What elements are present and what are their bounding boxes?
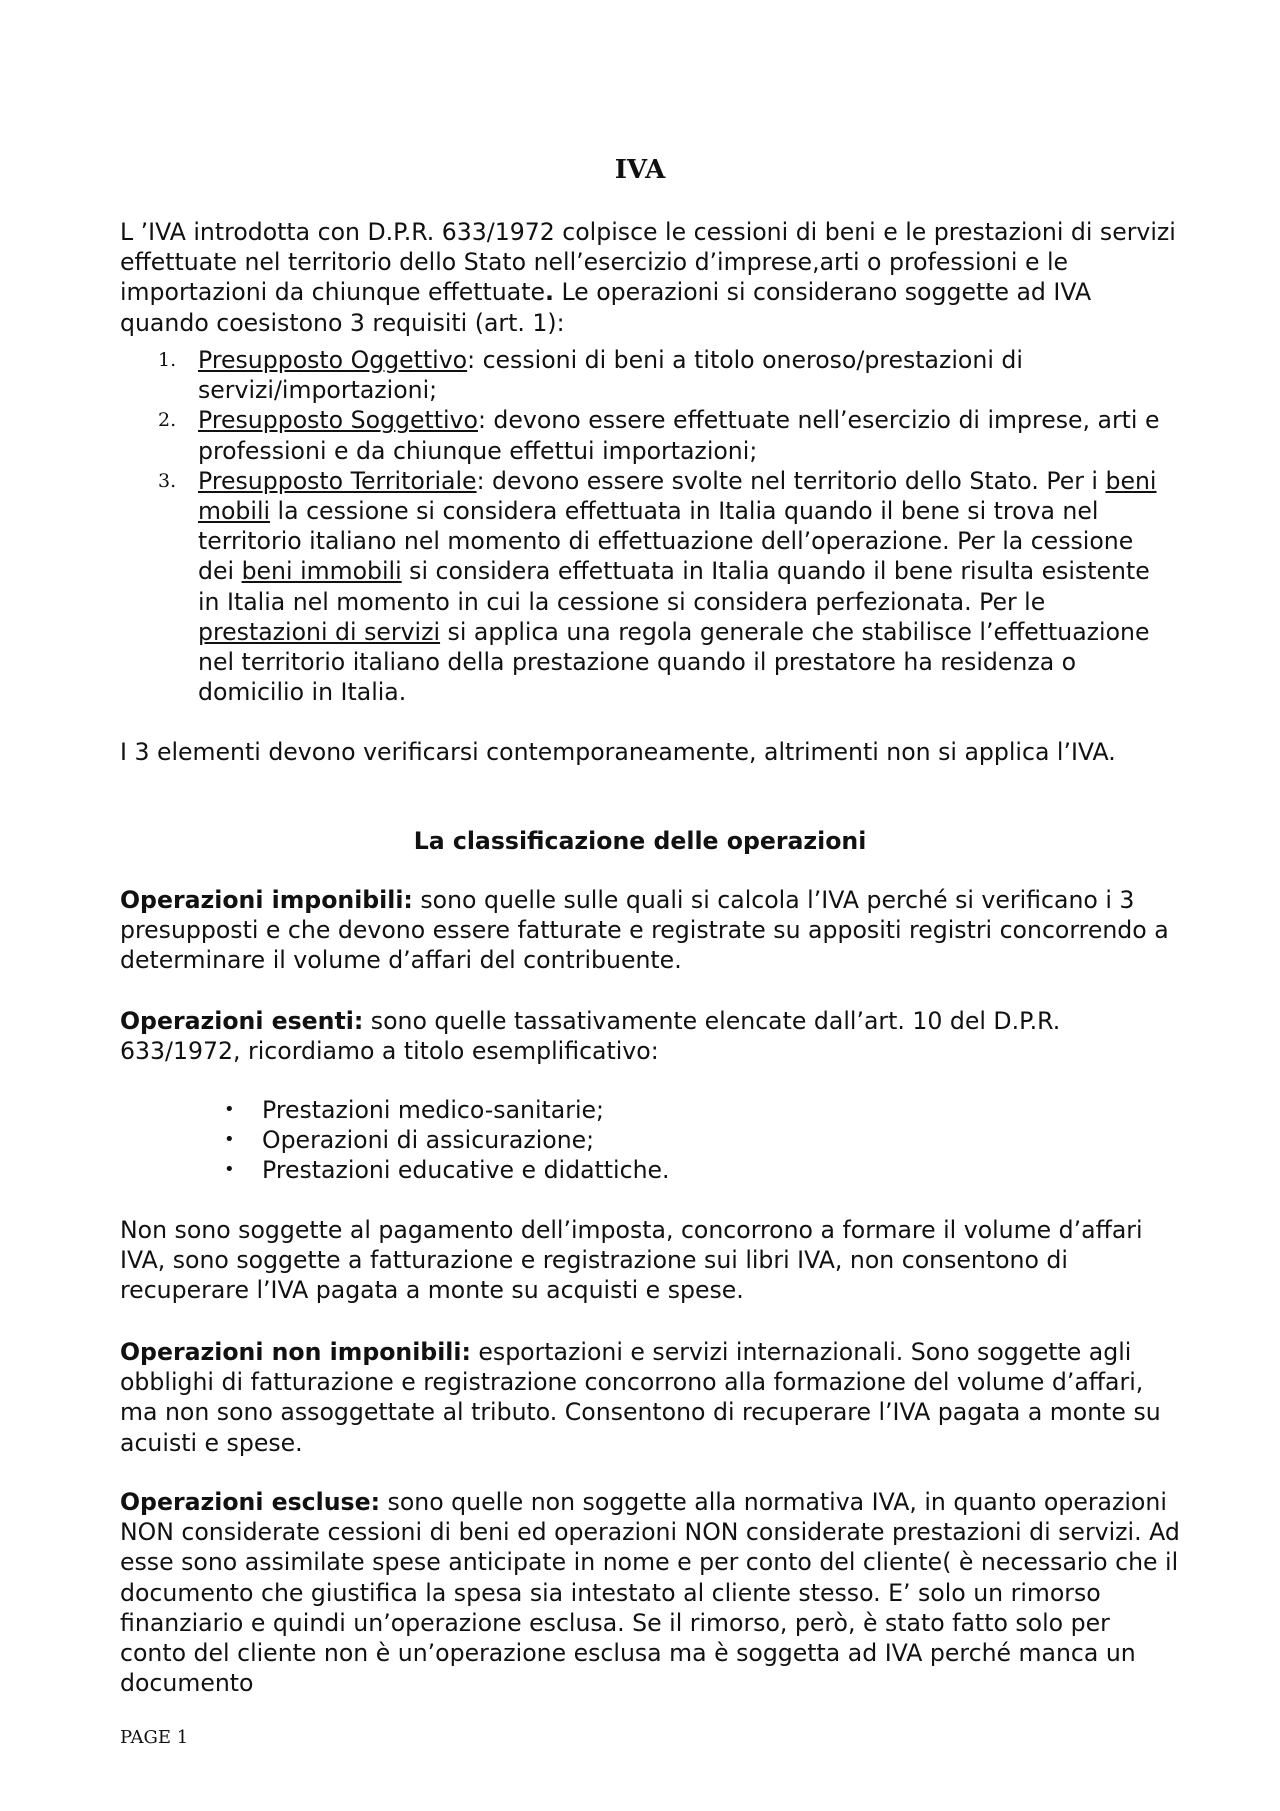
term-prestazioni-servizi: prestazioni di servizi	[198, 617, 441, 646]
list-number: 3.	[158, 469, 177, 492]
requisito-text: : cessioni di beni a titolo oneroso/prestazioni di servizi/importazioni;	[198, 346, 1023, 405]
non-imponibili-label: Operazioni non imponibili:	[120, 1338, 471, 1366]
list-item	[158, 345, 1170, 405]
non-imponibili-paragraph	[120, 1337, 1180, 1458]
requisito-text: : devono essere svolte nel territorio dello Stato. Per i	[476, 466, 1106, 495]
term-beni-mobili: beni mobili	[198, 466, 1157, 526]
esenti-list	[224, 1095, 1162, 1186]
requisito-text: si applica una regola generale che stabilisce l’effettuazione nel territorio italiano della prestazione quando il prestatore ha residenza o domicilio in Italia.	[198, 617, 1150, 707]
list-item-text: Prestazioni educative e didattiche.	[262, 1156, 670, 1185]
non-imponibili-text: esportazioni e servizi internazionali. Sono soggette agli obblighi di fatturazione e registrazione concorrono alla formazione del volume d’affari, ma non sono assoggettate al tributo. Consentono di recuperare l’IVA pagata a monte su acuisti e spese.	[120, 1338, 1161, 1457]
imponibili-text: sono quelle sulle quali si calcola l’IVA perché si verificano i 3 presupposti e che devono essere fatturate e registrate su appositi registri concorrendo a determinare il volume d’affari del contribuente.	[120, 886, 1169, 975]
bullet-marker: •	[224, 1129, 235, 1151]
intro-dot: .	[544, 278, 554, 307]
list-number: 2.	[158, 409, 177, 432]
esenti-text: sono quelle tassativamente elencate dall’art. 10 del D.P.R. 633/1972, ricordiamo a titolo esemplificativo:	[120, 1007, 1061, 1066]
list-item	[158, 405, 1170, 465]
intro-text-2: Le operazioni si considerano soggette ad IVA quando coesistono 3 requisiti (art. 1):	[120, 278, 1092, 337]
bullet-marker: •	[224, 1099, 235, 1120]
requisito-term: Presupposto Soggettivo	[198, 406, 478, 435]
escluse-text: sono quelle non soggette alla normativa IVA, in quanto operazioni NON considerate cessioni di beni ed operazioni NON considerate prestazioni di servizi. Ad esse sono assimilate spese anticipate in nome e per conto del cliente( è necessario che il documento che giustifica la spesa sia intestato al cliente stesso. E’ solo un rimorso finanziario e quindi un’operazione esclusa. Se il rimorso, però, è stato fatto solo per conto del cliente non è un’operazione esclusa ma è soggetta ad IVA perché manca un documento	[120, 1488, 1180, 1698]
requisito-term: Presupposto Oggettivo	[198, 346, 468, 374]
esenti-paragraph	[120, 1006, 1180, 1066]
list-item	[224, 1095, 1162, 1125]
list-item-text: Prestazioni medico-sanitarie;	[262, 1096, 604, 1124]
page-title: IVA	[614, 155, 666, 185]
requisito-term: Presupposto Territoriale	[198, 466, 477, 495]
list-item	[224, 1125, 1162, 1155]
intro-paragraph	[120, 217, 1180, 338]
requisito-text: si considera effettuata in Italia quando il bene risulta esistente in Italia nel momento in cui la cessione si considera perfezionata. Per le	[198, 557, 1150, 616]
esenti-note-paragraph: Non sono soggette al pagamento dell’imposta, concorrono a formare il volume d’affari IVA, sono soggette a fatturazione e registrazione sui libri IVA, non consentono di recuperare l’IVA pagata a monte su acquisti e spese.	[120, 1216, 1143, 1305]
page-number: PAGE 1	[120, 1727, 189, 1748]
contemporanei-paragraph: I 3 elementi devono verificarsi contemporaneamente, altrimenti non si applica l’IVA.	[120, 738, 1116, 766]
intro-text-1: L ’IVA introdotta con D.P.R. 633/1972 colpisce le cessioni di beni e le prestazioni di servizi effettuate nel territorio dello Stato nell’esercizio d’imprese,arti o professioni e le importazioni da chiunque effettuate	[120, 218, 1176, 307]
term-beni-immobili: beni immobili	[241, 557, 402, 586]
imponibili-label: Operazioni imponibili:	[120, 886, 413, 914]
list-item	[158, 466, 1170, 708]
imponibili-paragraph	[120, 885, 1180, 976]
esenti-label: Operazioni esenti:	[120, 1007, 364, 1035]
list-number: 1.	[158, 349, 177, 371]
list-item	[224, 1155, 1162, 1185]
escluse-paragraph	[120, 1487, 1180, 1698]
requisito-text: la cessione si considera effettuata in Italia quando il bene si trova nel territorio italiano nel momento di effettuazione dell’operazione. Per la cessione dei	[198, 497, 1134, 586]
list-item-text: Operazioni di assicurazione;	[262, 1126, 595, 1155]
escluse-label: Operazioni escluse:	[120, 1488, 381, 1516]
requisiti-list	[158, 345, 1170, 707]
requisito-text: : devono essere effettuate nell’esercizio di imprese, arti e professioni e da chiunque effettui importazioni;	[198, 406, 1160, 465]
bullet-marker: •	[224, 1159, 235, 1181]
section-title: La classificazione delle operazioni	[413, 827, 867, 855]
